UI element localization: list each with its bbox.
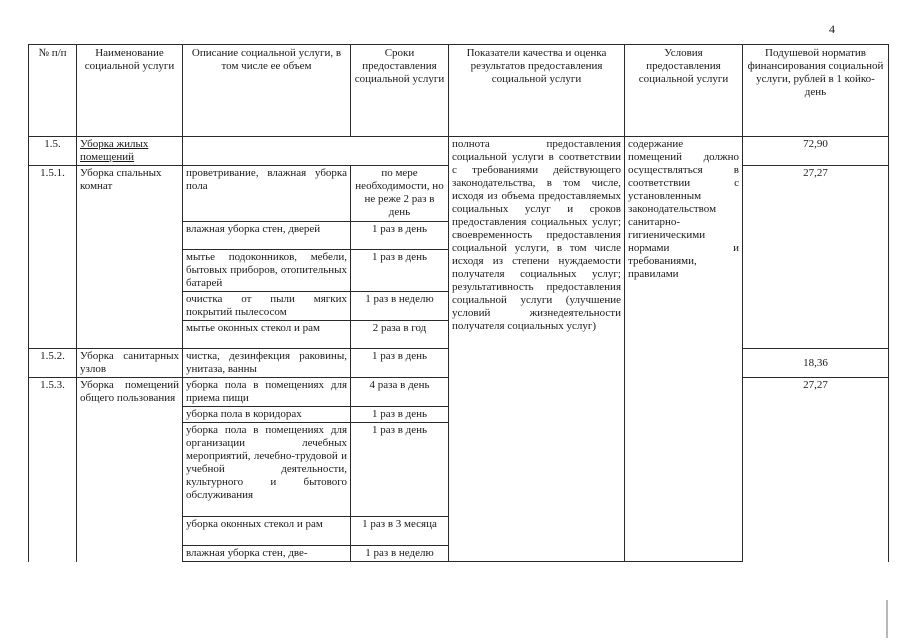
- service-description: уборка пола в помещениях для приема пищи: [183, 378, 351, 407]
- service-description: чистка, дезинфекция раковины, унитаза, ванны: [183, 349, 351, 378]
- service-description: уборка пола в помещениях для организации лечебных мероприятий, лечебно-трудовой и учебной деятельности, культурного и бытового обслуживания: [183, 423, 351, 517]
- row-name: Уборка помещений общего пользования: [77, 378, 183, 562]
- row-terms-empty: [351, 137, 449, 166]
- row-num: 1.5.1.: [29, 166, 77, 349]
- service-term: 4 раза в день: [351, 378, 449, 407]
- row-name: Уборка спальных комнат: [77, 166, 183, 349]
- service-term: по мере необходимости, но не реже 2 раз в день: [351, 166, 449, 222]
- service-description: проветривание, влажная уборка пола: [183, 166, 351, 222]
- services-table: [28, 44, 889, 562]
- header-terms: Сроки предоставления социальной услуги: [351, 45, 449, 137]
- row-norm: 72,90: [743, 137, 889, 166]
- header-num: № п/п: [29, 45, 77, 137]
- service-term: 1 раз в день: [351, 423, 449, 517]
- row-name: Уборка жилых помещений: [77, 137, 183, 166]
- service-term: 1 раз в день: [351, 250, 449, 292]
- quality-indicators: полнота предоставления социальной услуги в соответствии с требованиями действующего законодательства, в том числе, исходя из объема предоставляемых социальных услуг и сроков предоставления социальных услуг; своевременность предоставления социальной услуги, в том числе исходя из степени нуждаемости получателя социальных услуг; результативность предоставления социальной услуги (улучшение условий жизнедеятельности получателя социальных услуг): [449, 137, 625, 562]
- page-number: 4: [829, 22, 835, 36]
- row-description-empty: [183, 137, 351, 166]
- row-name: Уборка санитарных узлов: [77, 349, 183, 378]
- table-header-row: [29, 45, 889, 137]
- service-description: влажная уборка стен, две-: [183, 546, 351, 562]
- row-norm: 18,36: [743, 349, 889, 378]
- row-num: 1.5.: [29, 137, 77, 166]
- table-row: [29, 137, 889, 166]
- service-term: 1 раз в день: [351, 222, 449, 250]
- row-num: 1.5.2.: [29, 349, 77, 378]
- header-quality: Показатели качества и оценка результатов предоставления социальной услуги: [449, 45, 625, 137]
- service-term: 1 раз в неделю: [351, 292, 449, 321]
- service-term: 1 раз в неделю: [351, 546, 449, 562]
- header-conditions: Условия предоставления социальной услуги: [625, 45, 743, 137]
- row-norm: 27,27: [743, 166, 889, 349]
- row-num: 1.5.3.: [29, 378, 77, 562]
- header-norm: Подушевой норматив финансирования социальной услуги, рублей в 1 койко-день: [743, 45, 889, 137]
- service-description: уборка оконных стекол и рам: [183, 517, 351, 546]
- provision-conditions: содержание помещений должно осуществляться в соответствии с установленным законодательством санитарно-гигиеническими нормами и требованиями, правилами: [625, 137, 743, 562]
- service-description: мытье подоконников, мебели, бытовых приборов, отопительных батарей: [183, 250, 351, 292]
- service-term: 2 раза в год: [351, 321, 449, 349]
- scan-edge-mark: [886, 600, 888, 638]
- service-description: очистка от пыли мягких покрытий пылесосом: [183, 292, 351, 321]
- service-description: уборка пола в коридорах: [183, 407, 351, 423]
- service-description: мытье оконных стекол и рам: [183, 321, 351, 349]
- service-term: 1 раз в день: [351, 407, 449, 423]
- header-name: Наименование социальной услуги: [77, 45, 183, 137]
- row-norm: 27,27: [743, 378, 889, 562]
- header-description: Описание социальной услуги, в том числе ее объем: [183, 45, 351, 137]
- service-description: влажная уборка стен, дверей: [183, 222, 351, 250]
- service-term: 1 раз в 3 месяца: [351, 517, 449, 546]
- service-term: 1 раз в день: [351, 349, 449, 378]
